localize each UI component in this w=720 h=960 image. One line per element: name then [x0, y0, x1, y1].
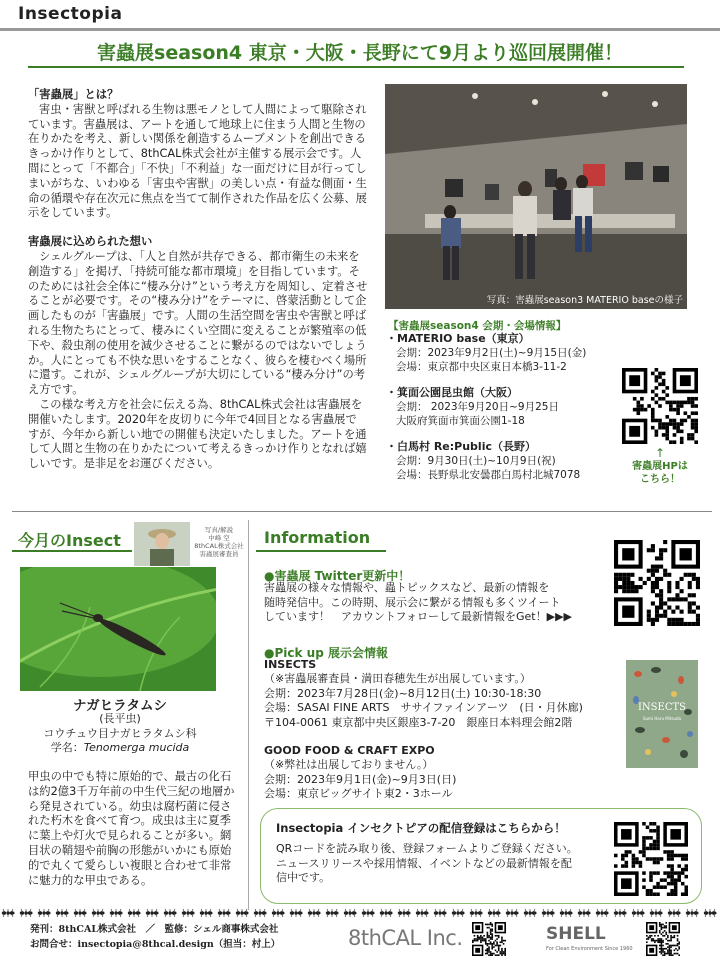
twitter-line: 害蟲展の様々な情報や、蟲トピックスなど、最新の情報を: [264, 581, 550, 594]
venue-name: ・箕面公園昆虫館（大阪）: [386, 386, 518, 399]
venue-name: ・白馬村 Re:Public（長野）: [386, 440, 536, 453]
twitter-line: しています！ アカウントフォローして最新情報をGet！▶▶▶: [264, 610, 572, 623]
exhibition-place: 会場：SASAI FINE ARTS ササイファインアーツ (日・月休廊): [264, 701, 583, 715]
intro-section1-body: 害虫・害獣と呼ばれる生物は悪モノとして人間によって駆除されています。害蟲展は、アートを通して地球上に住まう人間と生物の在りかたを考え、新しい関係を創造するムーブメントを創出できるきっかけ作りとして、8thCAL株式会社が主催する展示会です。人間にとって「不都合」「不快」「不利益」な一面だけに目が行ってしまいがちな、いわゆる「害虫や害獣」の美しい点・有益な側面・生命の循環や存在次元に焦点を当てて制作された作品を広く公募、展示をしています。: [28, 102, 367, 220]
registration-line: 信中です。: [276, 871, 331, 884]
qr-homepage-label: [614, 460, 706, 486]
qr-code-shell[interactable]: [646, 922, 680, 956]
exhibition-note: （※害蟲展審査員・満田春穂先生が出展しています。）: [264, 672, 531, 686]
book-title: INSECTS: [637, 702, 687, 713]
pickup-section-title: ●Pick up 展示会情報: [264, 646, 388, 660]
qr-label-line2: こちら！: [640, 474, 680, 485]
8thcal-logo: 8thCAL Inc.: [348, 926, 463, 950]
column-divider: [248, 520, 249, 910]
insect-info: [0, 712, 240, 756]
qr-code-8thcal[interactable]: [472, 922, 506, 956]
ant-border-decoration: [0, 906, 720, 920]
venue-period: 会期：9月30日(土)~10月9日(祝): [396, 455, 556, 467]
qr-code-registration[interactable]: [614, 822, 688, 896]
exhibition-name: INSECTS: [264, 658, 317, 671]
exhibition-photo: [385, 84, 687, 309]
scientific-value: Tenomerga mucida: [83, 741, 190, 754]
insect-photo: [20, 567, 216, 691]
shell-logo: SHELL: [546, 924, 606, 944]
exhibition-period: 会期：2023年7月28日(金)~8月12日(土) 10:30-18:30: [264, 686, 542, 700]
qr-code-homepage[interactable]: [622, 368, 698, 444]
insect-title-underline: [12, 550, 132, 552]
exhibition-note: （※弊社は出展しておりません。）: [264, 758, 434, 772]
insect-taxonomy: コウチュウ目ナガヒラタムシ科: [43, 726, 197, 740]
footer-publisher: 発刊：8thCAL株式会社 ／ 監修：シェル商事株式会社: [30, 924, 279, 935]
author-photo: [134, 522, 190, 566]
header-divider: [0, 28, 720, 31]
venue-place: 会場：東京都中央区東日本橋3-11-2: [396, 361, 567, 373]
intro-section2-title: 害蟲展に込められた想い: [28, 235, 153, 249]
twitter-section-title: ●害蟲展 Twitter更新中！: [264, 569, 411, 583]
arrow-up-icon: ↑: [654, 446, 666, 460]
qr-code-twitter[interactable]: [614, 540, 700, 626]
brand-title: Insectopia: [18, 4, 123, 24]
intro-section2-body2: この様な考え方を社会に伝える為、8thCAL株式会社は害蟲展を開催いたします。2020年を皮切りに今年で4回目となる害蟲展ですが、今年から新しい地での開催も決定いたしました。アートを通して人間と生物の在りかたについて考えるきっかけ作りとなれば嬉しいです。是非足をお運びください。: [28, 397, 367, 471]
exhibition-period: 会期：2023年9月1日(金)~9月3日(日): [264, 772, 457, 786]
book-subtitle: Sumi Haru Mitsuda: [642, 716, 682, 721]
intro-article: [28, 88, 368, 472]
insect-name: ナガヒラタムシ: [72, 698, 168, 714]
section-divider: [12, 511, 712, 512]
information-title: Information: [264, 528, 371, 547]
exhibition-place: 会場：東京ビッグサイト東2・3ホール: [264, 787, 453, 801]
credit-line: 中峰 空: [208, 534, 230, 542]
insects-book-cover: [626, 660, 698, 768]
twitter-section-body: [264, 581, 620, 625]
headline: 害蟲展season4 東京・大阪・長野にて9月より巡回展開催！: [97, 42, 623, 64]
registration-line: ニュースリリースや採用情報、イベントなどの最新情報を配: [276, 856, 572, 870]
venue-period: 会期：2023年9月2日(土)~9月15日(金): [396, 347, 587, 359]
intro-section1-title: 「害蟲展」とは？: [28, 88, 119, 101]
registration-title: Insectopia インセクトピアの配信登録はこちらから！: [276, 821, 566, 835]
qr-label-line1: 害蟲展HPは: [632, 461, 688, 472]
footer-contact: お問合せ：insectopia@8thcal.design（担当：村上）: [30, 939, 281, 950]
twitter-line: 随時発信中。この時期、展示会に繋がる情報も多くツイート: [264, 595, 561, 609]
insect-section-title: 今月のInsect: [18, 531, 121, 550]
credit-line: 害蟲展審査員: [199, 550, 239, 558]
venue-name: ・MATERIO base（東京）: [386, 332, 530, 345]
venue-place: 大阪府箕面市箕面公園1-18: [396, 415, 525, 427]
venue-period: 会期： 2023年9月20日~9月25日: [396, 401, 559, 413]
venue-list: [386, 332, 616, 482]
author-credit: [190, 526, 248, 558]
registration-body: [276, 842, 594, 886]
credit-line: 8thCAL株式会社: [194, 542, 244, 550]
information-title-underline: [256, 550, 386, 552]
headline-underline: [28, 66, 684, 68]
scientific-label: 学名：: [50, 741, 84, 754]
insect-reading: (長平虫): [99, 712, 141, 725]
venues-title: 【害蟲展season4 会期・会場情報】: [388, 320, 567, 332]
photo-caption: 写真：害蟲展season3 MATERIO baseの様子: [486, 295, 683, 306]
exhibition-name: GOOD FOOD & CRAFT EXPO: [264, 744, 435, 758]
insect-description: 甲虫の中でも特に原始的で、最古の化石は約2億3千万年前の中生代三紀の地層から発見されている。幼虫は腐朽菌に侵された朽木を食べて育つ。成虫は主に夏季に葉上や灯火で見られることが多い。網目状の鞘翅や前胸の形態がいかにも原始的で丸くて愛らしい複眼と合わせて非常に魅力的な甲虫である。: [28, 770, 235, 887]
registration-line: QRコードを読み取り後、登録フォームよりご登録ください。: [276, 842, 578, 855]
pickup-section-body: [264, 658, 624, 802]
exhibition-address: 〒104-0061 東京都中央区銀座3-7-20 銀座日本料理会館2階: [264, 715, 573, 729]
credit-line: 写真/解説: [204, 526, 234, 534]
footer-info: [30, 922, 350, 952]
shell-logo-tagline: For Clean Environment Since 1960: [546, 946, 633, 952]
venue-place: 会場：長野県北安曇郡白馬村北城7078: [396, 469, 581, 481]
insect-scientific-name: [0, 741, 240, 756]
intro-section2-body1: シェルグループは、「人と自然が共存できる、都市衛生の未来を創造する」を掲げ、「持続可能な都市環境」を目指しています。そのためには社会全体に“棲み分け”という考え方を周知し、定着させることが必要です。その“棲み分け”をテーマに、啓蒙活動として企画したものが「害蟲展」です。人間の生活空間を害虫や害獣と呼ばれる生物たちにとって、棲みにくい空間に変えることが繁殖率の低下や、殺虫剤の使用を減少させることに繋がるのではないでしょうか。人にとっても不快な思いをすることなく、彼らを棲むべく場所に還す。これが、シェルグループが大切にしている“棲み分け”の考え方です。: [28, 249, 368, 397]
